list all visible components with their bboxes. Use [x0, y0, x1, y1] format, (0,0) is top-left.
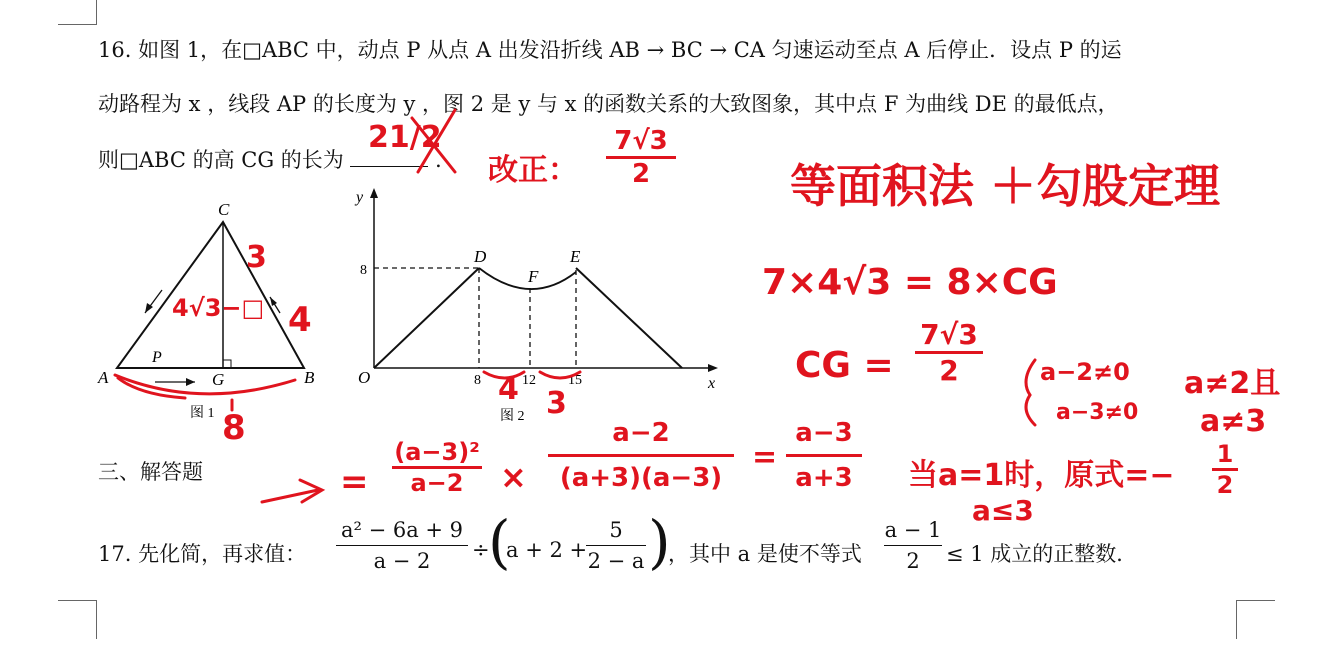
hw-bottom-8: 8	[222, 408, 246, 448]
hw-eq1: 7×4√3 = 8×CG	[762, 262, 1058, 303]
hw-graph-4: 4	[498, 372, 519, 407]
hw-method: 等面积法 ＋勾股定理	[790, 159, 1221, 213]
fig2-tick-x15: 15	[568, 373, 582, 388]
hw-step-frac2	[548, 418, 734, 493]
hw-correction-value	[606, 126, 676, 189]
hw-cond3: a≠2且	[1184, 366, 1281, 401]
hw-eq2-num: 7√3	[915, 318, 983, 354]
hw-step-frac1	[392, 438, 482, 497]
hw-corr-den: 2	[631, 159, 651, 189]
fig2-caption: 图 2	[500, 409, 525, 424]
hw-side-4: 4	[288, 300, 312, 340]
fig1-label-P: P	[152, 349, 162, 366]
q17-tail: ≤ 1 成立的正整数．	[946, 542, 1138, 566]
q16-line1: 16. 如图 1，在□ABC 中，动点 P 从点 A 出发沿折线 AB → BC → CA 匀速运动至点 A 后停止．设点 P 的运	[98, 38, 1122, 62]
hw-eq-sign-2: =	[752, 440, 778, 475]
hw-step-num2: a−2	[548, 418, 734, 457]
fig1-label-B: B	[304, 368, 315, 387]
hw-corr-num: 7√3	[606, 126, 676, 159]
hw-cond2: a−3≠0	[1056, 400, 1139, 425]
hw-result-frac	[786, 418, 862, 493]
q17-paren-expr: a + 2 +	[506, 538, 588, 562]
hw-wrong-answer: 21/2	[368, 120, 442, 155]
fig2-tick-x12: 12	[522, 373, 536, 388]
hw-eq2-den: 2	[939, 354, 959, 387]
q17-divide: ÷	[472, 538, 490, 562]
hw-graph-3: 3	[546, 386, 567, 421]
hw-step-num1: (a−3)²	[392, 438, 482, 469]
hw-correction-label: 改正：	[488, 153, 578, 188]
hw-step-den2: (a+3)(a−3)	[559, 463, 723, 493]
hw-half-den: 2	[1216, 471, 1234, 499]
fig1-label-A: A	[98, 368, 109, 387]
q17-lead: 17. 先化简，再求值：	[98, 542, 307, 566]
hw-result-num: a−3	[786, 418, 862, 457]
fig1-caption: 图 1	[190, 406, 215, 421]
q17-ineq-den: 2	[906, 549, 920, 573]
hw-height: 4√3−□	[172, 294, 265, 322]
hw-cond4: a≠3	[1200, 404, 1267, 439]
fig2-label-O: O	[358, 368, 371, 387]
fig2-label-E: E	[570, 247, 581, 266]
q17-right-paren: )	[648, 508, 671, 576]
q17-inner-num: 5	[586, 518, 646, 546]
q16-line3-end: ．	[435, 148, 457, 172]
fig2-tick-y8: 8	[360, 263, 367, 278]
q17-left-paren: (	[488, 508, 511, 576]
hw-a-leq-3: a≤3	[972, 494, 1034, 527]
q17-mid-text: ，其中 a 是使不等式	[668, 542, 862, 566]
q16-line3-text: 则□ABC 的高 CG 的长为	[98, 148, 344, 172]
fig2-label-F: F	[528, 267, 539, 286]
section-3-header: 三、解答题	[98, 460, 203, 484]
fig1-label-C: C	[218, 200, 230, 219]
hw-result-den: a+3	[795, 463, 853, 493]
hw-step-den1: a−2	[410, 469, 464, 497]
q17-denominator: a − 2	[373, 549, 431, 573]
fig2-label-D: D	[474, 247, 487, 266]
hw-side-3: 3	[246, 240, 267, 275]
q17-numerator: a² − 6a + 9	[336, 518, 468, 546]
q16-line2: 动路程为 x ，线段 AP 的长度为 y ，图 2 是 y 与 x 的函数关系的大致图象，其中点 F 为曲线 DE 的最低点，	[98, 92, 1119, 116]
hw-eq-sign-1: =	[340, 462, 369, 502]
q17-inner-den: 2 − a	[587, 549, 645, 573]
hw-eq2-frac	[915, 318, 983, 387]
fig1-label-G: G	[212, 370, 225, 389]
q17-ineq-num: a − 1	[884, 518, 942, 546]
hw-when: 当a=1时，原式=−	[908, 458, 1175, 493]
fig2-tick-x8: 8	[474, 373, 481, 388]
hw-eq2: CG =	[795, 345, 894, 386]
hw-half	[1212, 440, 1238, 499]
fig2-label-x: x	[708, 375, 716, 392]
fig2-label-y: y	[356, 189, 364, 206]
hw-cond1: a−2≠0	[1040, 358, 1130, 386]
hw-half-num: 1	[1212, 440, 1238, 471]
hw-times: ×	[500, 458, 527, 496]
